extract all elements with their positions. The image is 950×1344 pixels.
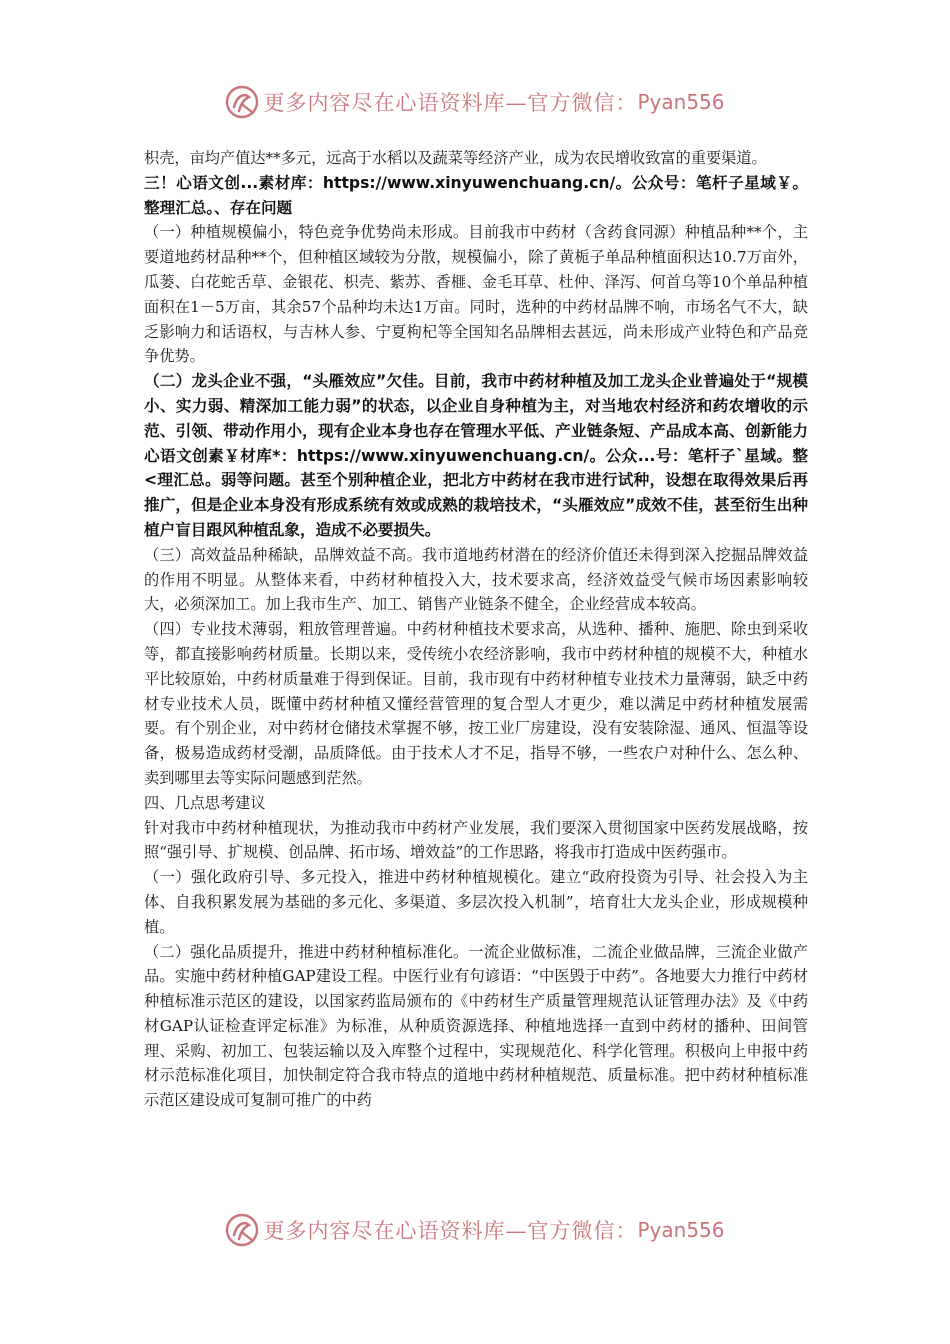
section-heading: 四、几点思考建议 bbox=[144, 793, 266, 812]
footer-banner bbox=[0, 1208, 950, 1252]
paragraph: 针对我市中药材种植现状，为推动我市中药材产业发展，我们要深入贯彻国家中医药发展战略，按照“强引导、扩规模、创品牌、拓市场、增效益”的工作思路，将我市打造成中医药强市。 bbox=[144, 818, 808, 862]
paragraph: 枳壳，亩均产值达**多元，远高于水稻以及蔬菜等经济产业，成为农民增收致富的重要渠道。 bbox=[144, 149, 767, 167]
paragraph: （一）强化政府引导、多元投入，推进中药材种植规模化。建立“政府投资为引导、社会投入为主体、自我积累发展为基础的多元化、多渠道、多层次投入机制”，培育壮大龙头企业，形成规模种植。 bbox=[144, 868, 808, 936]
banner-text: 更多内容尽在心语资料库—官方微信： bbox=[263, 91, 638, 115]
paragraph: （二）强化品质提升，推进中药材种植标准化。一流企业做标准，二流企业做品牌，三流企业做产品。实施中药材种植GAP建设工程。中医行业有句谚语：“中医毁于中药”。各地要大力推行中药材种植标准示范区的建设，以国家药监局颁布的《中药材生产质量管理规范认证管理办法》及《中药材GAP认证检查评定标准》为标准，从种质资源选择、种植地选择一直到中药材的播种、田间管理、采购、初加工、包装运输以及入库整个过程中，实现规范化、科学化管理。积极向上申报中药材示范标准化项目，加快制定符合我市特点的道地中药材种植规范、质量标准。把中药材种植标准示范区建设成可复制可推广的中药 bbox=[144, 942, 808, 1110]
cursive-logo-icon bbox=[225, 85, 259, 119]
banner-text: 更多内容尽在心语资料库—官方微信： bbox=[263, 1219, 638, 1243]
cursive-logo-icon bbox=[225, 1213, 259, 1247]
paragraph: （三）高效益品种稀缺，品牌效益不高。我市道地药材潜在的经济价值还未得到深入挖掘品牌效益的作用不明显。从整体来看，中药材种植投入大，技术要求高，经济效益受气候市场因素影响较大，必须深加工。加上我市生产、加工、销售产业链条不健全，企业经营成本较高。 bbox=[144, 545, 808, 614]
header-banner bbox=[0, 80, 950, 124]
section-heading: 三！心语文创...素材库：https://www.xinyuwenchuang.cn/。公众号：笔杆子星域￥。整理汇总。、存在问题 bbox=[144, 173, 808, 217]
paragraph-bold: （二）龙头企业不强，“头雁效应”欠佳。目前，我市中药材种植及加工龙头企业普遍处于“规模小、实力弱、精深加工能力弱”的状态，以企业自身种植为主，对当地农村经济和药农增收的示范、引领、带动作用小，现有企业本身也存在管理水平低、产业链条短、产品成本高、创新能力心语文创素￥材库*：https://www.xinyuwenchuang.cn/。公众...号：笔杆子`星域。整<理汇总。弱等问题。甚至个别种植企业，把北方中药材在我市进行试种，设想在取得效果后再推广，但是企业本身没有形成系统有效或成熟的栽培技术，“头雁效应”成效不佳，甚至衍生出种植户盲目跟风种植乱象，造成不必要损失。 bbox=[144, 372, 808, 539]
paragraph: （四）专业技术薄弱，粗放管理普遍。中药材种植技术要求高，从选种、播种、施肥、除虫到采收等，都直接影响药材质量。长期以来，受传统小农经济影响，我市中药材种植的规模不大，种植水平比较原始，中药材质量难于得到保证。目前，我市现有中药材种植专业技术力量薄弱，缺乏中药材专业技术人员，既懂中药材种植又懂经营管理的复合型人才更少，难以满足中药材种植发展需要。有个别企业，对中药材仓储技术掌握不够，按工业厂房建设，没有安装除湿、通风、恒温等设备，极易造成药材受潮，品质降低。由于技术人才不足，指导不够，一些农户对种什么、怎么种、卖到哪里去等实际问题感到茫然。 bbox=[144, 620, 808, 787]
wechat-id: Pyan556 bbox=[637, 1218, 725, 1242]
paragraph: （一）种植规模偏小，特色竞争优势尚未形成。目前我市中药材（含药食同源）种植品种**个，主要道地药材品种**个，但种植区域较为分散，规模偏小，除了黄栀子单品种植面积达10.7万亩外，瓜蒌、白花蛇舌草、金银花、枳壳、紫苏、香榧、金毛耳草、杜仲、泽泻、何首乌等10个单品种植面积在1－5万亩，其余57个品种均未达1万亩。同时，选种的中药材品牌不响，市场名气不大，缺乏影响力和话语权，与吉林人参、宁夏枸杞等全国知名品牌相去甚远，尚未形成产业特色和产品竞争优势。 bbox=[144, 223, 808, 366]
document-body bbox=[144, 146, 808, 1113]
wechat-id: Pyan556 bbox=[637, 90, 725, 114]
